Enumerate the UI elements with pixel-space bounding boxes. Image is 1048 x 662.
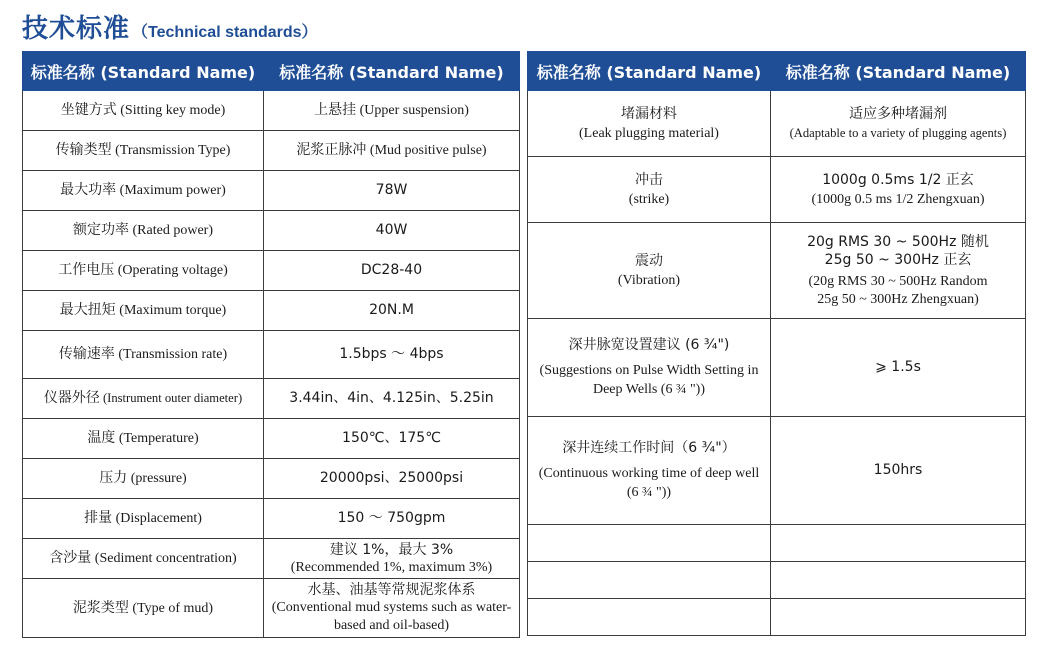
table-header-row bbox=[528, 52, 1026, 91]
header-standard-name: 标准名称 (Standard Name) bbox=[23, 52, 264, 91]
row-value bbox=[771, 562, 1026, 599]
table-row bbox=[528, 525, 1026, 562]
table-row bbox=[23, 251, 520, 291]
row-name bbox=[528, 562, 771, 599]
row-value: 1000g 0.5ms 1/2 正玄 (1000g 0.5 ms 1/2 Zhengxuan) bbox=[771, 157, 1026, 223]
row-value: 20N.M bbox=[264, 291, 520, 331]
table-row bbox=[23, 131, 520, 171]
row-value: 150℃、175℃ bbox=[264, 419, 520, 459]
table-row bbox=[23, 331, 520, 379]
row-value: 上悬挂 (Upper suspension) bbox=[264, 91, 520, 131]
left-spec-table bbox=[22, 51, 520, 638]
table-row bbox=[23, 499, 520, 539]
header-standard-value: 标准名称 (Standard Name) bbox=[264, 52, 520, 91]
row-name: 冲击 (strike) bbox=[528, 157, 771, 223]
header-standard-value: 标准名称 (Standard Name) bbox=[771, 52, 1026, 91]
row-name bbox=[528, 525, 771, 562]
row-name: 额定功率 (Rated power) bbox=[23, 211, 264, 251]
table-row bbox=[23, 211, 520, 251]
table-row bbox=[528, 599, 1026, 636]
row-name: 温度 (Temperature) bbox=[23, 419, 264, 459]
row-name: 传输类型 (Transmission Type) bbox=[23, 131, 264, 171]
table-row bbox=[528, 417, 1026, 525]
table-row bbox=[528, 562, 1026, 599]
row-name: 泥浆类型 (Type of mud) bbox=[23, 579, 264, 638]
row-name: 传输速率 (Transmission rate) bbox=[23, 331, 264, 379]
row-name: 含沙量 (Sediment concentration) bbox=[23, 539, 264, 579]
table-row bbox=[23, 459, 520, 499]
row-value: DC28-40 bbox=[264, 251, 520, 291]
row-value: 150hrs bbox=[771, 417, 1026, 525]
page-title bbox=[22, 8, 318, 44]
page-title-zh: 技术标准 bbox=[22, 14, 131, 44]
table-row bbox=[23, 379, 520, 419]
right-spec-table bbox=[527, 51, 1026, 636]
row-name: 最大功率 (Maximum power) bbox=[23, 171, 264, 211]
row-value: 150 ～ 750gpm bbox=[264, 499, 520, 539]
header-standard-name: 标准名称 (Standard Name) bbox=[528, 52, 771, 91]
row-value: 1.5bps ～ 4bps bbox=[264, 331, 520, 379]
table-row bbox=[528, 223, 1026, 319]
row-value: 适应多种堵漏剂 (Adaptable to a variety of plugging agents) bbox=[771, 91, 1026, 157]
row-name: 排量 (Displacement) bbox=[23, 499, 264, 539]
row-name: 深井连续工作时间（6 ¾"） (Continuous working time of deep well (6 ¾ ")) bbox=[528, 417, 771, 525]
row-value: 20g RMS 30 ~ 500Hz 随机 25g 50 ~ 300Hz 正玄 (20g RMS 30 ~ 500Hz Random 25g 50 ~ 300Hz Zhengxuan) bbox=[771, 223, 1026, 319]
table-row bbox=[528, 91, 1026, 157]
row-name: 震动 (Vibration) bbox=[528, 223, 771, 319]
table-row bbox=[23, 579, 520, 638]
row-name: 仪器外径 (Instrument outer diameter) bbox=[23, 379, 264, 419]
row-value: 3.44in、4in、4.125in、5.25in bbox=[264, 379, 520, 419]
table-row bbox=[23, 539, 520, 579]
row-value: ⩾ 1.5s bbox=[771, 319, 1026, 417]
row-value: 泥浆正脉冲 (Mud positive pulse) bbox=[264, 131, 520, 171]
row-name: 坐键方式 (Sitting key mode) bbox=[23, 91, 264, 131]
page-title-en: （Technical standards） bbox=[132, 24, 318, 41]
row-name: 压力 (pressure) bbox=[23, 459, 264, 499]
table-row bbox=[528, 157, 1026, 223]
row-value: 40W bbox=[264, 211, 520, 251]
table-row bbox=[23, 419, 520, 459]
row-name: 深井脉宽设置建议 (6 ¾") (Suggestions on Pulse Width Setting in Deep Wells (6 ¾ ")) bbox=[528, 319, 771, 417]
table-row bbox=[528, 319, 1026, 417]
table-header-row bbox=[23, 52, 520, 91]
table-row bbox=[23, 171, 520, 211]
row-value: 78W bbox=[264, 171, 520, 211]
row-name: 工作电压 (Operating voltage) bbox=[23, 251, 264, 291]
row-value bbox=[771, 525, 1026, 562]
row-name bbox=[528, 599, 771, 636]
row-value: 建议 1%，最大 3% (Recommended 1%, maximum 3%) bbox=[264, 539, 520, 579]
row-value bbox=[771, 599, 1026, 636]
row-value: 20000psi、25000psi bbox=[264, 459, 520, 499]
table-row bbox=[23, 291, 520, 331]
row-value: 水基、油基等常规泥浆体系 (Conventional mud systems such as water-based and oil-based) bbox=[264, 579, 520, 638]
row-name: 最大扭矩 (Maximum torque) bbox=[23, 291, 264, 331]
table-row bbox=[23, 91, 520, 131]
row-name: 堵漏材料 (Leak plugging material) bbox=[528, 91, 771, 157]
